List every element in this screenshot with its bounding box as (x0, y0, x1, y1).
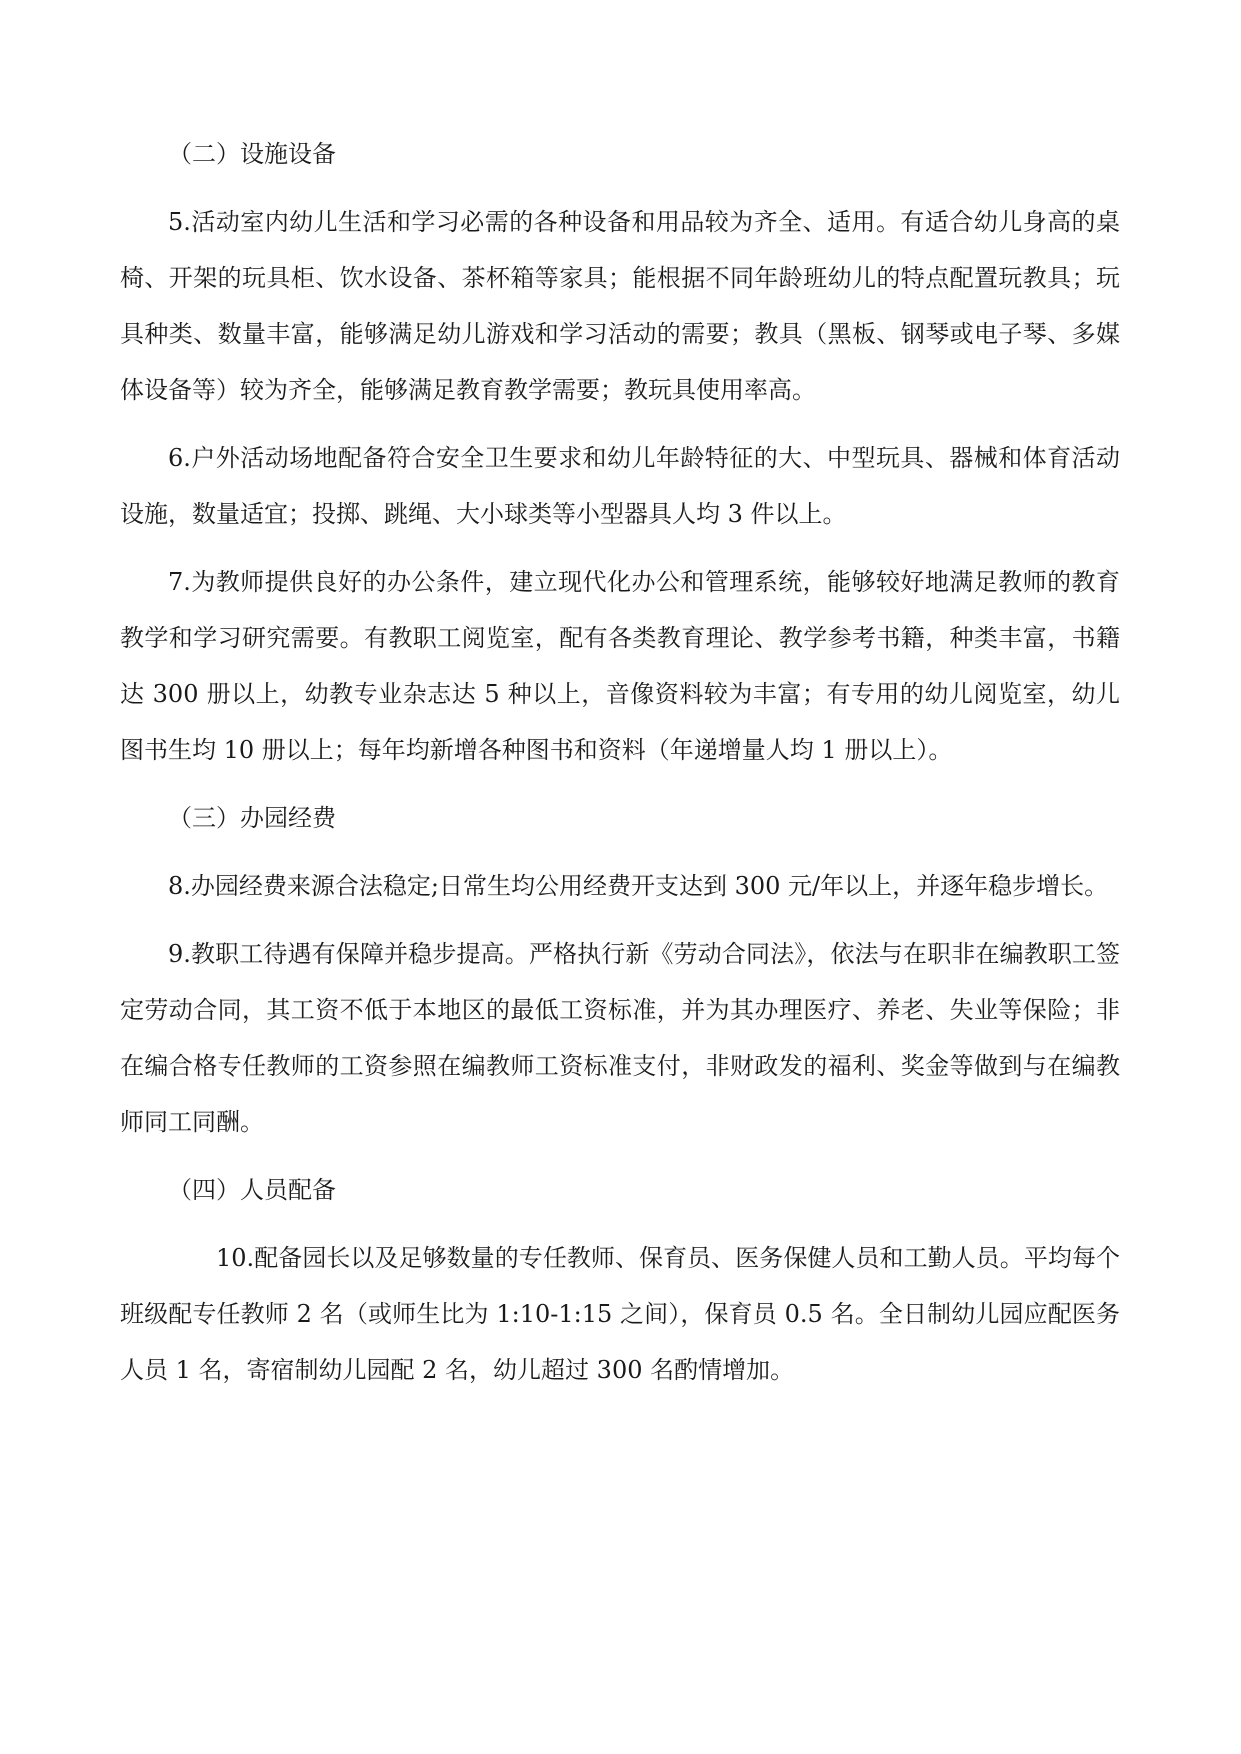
paragraph-item-8: 8.办园经费来源合法稳定;日常生均公用经费开支达到 300 元/年以上，并逐年稳步增长。 (168, 872, 1109, 900)
paragraph-item-5: 5.活动室内幼儿生活和学习必需的各种设备和用品较为齐全、适用。有适合幼儿身高的桌椅、开架的玩具柜、饮水设备、茶杯箱等家具；能根据不同年龄班幼儿的特点配置玩教具；玩具种类、数量丰富，能够满足幼儿游戏和学习活动的需要；教具（黑板、钢琴或电子琴、多媒体设备等）较为齐全，能够满足教育教学需要；教玩具使用率高。 (120, 208, 1120, 404)
spacer (120, 182, 1120, 194)
document-body (120, 126, 1120, 1398)
spacer (120, 542, 1120, 554)
paragraph-item-10: 10.配备园长以及足够数量的专任教师、保育员、医务保健人员和工勤人员。平均每个班级配专任教师 2 名（或师生比为 1:10-1:15 之间），保育员 0.5 名。全日制幼儿园应配医务人员 1 名，寄宿制幼儿园配 2 名，幼儿超过 300 名酌情增加。 (120, 1244, 1120, 1384)
spacer (120, 1150, 1120, 1162)
section-heading-staffing: （四）人员配备 (168, 1176, 336, 1204)
spacer (120, 846, 1120, 858)
spacer (120, 778, 1120, 790)
paragraph-item-7: 7.为教师提供良好的办公条件，建立现代化办公和管理系统，能够较好地满足教师的教育教学和学习研究需要。有教职工阅览室，配有各类教育理论、教学参考书籍，种类丰富，书籍达 300 册以上，幼教专业杂志达 5 种以上，音像资料较为丰富；有专用的幼儿阅览室，幼儿图书生均 10 册以上；每年均新增各种图书和资料（年递增量人均 1 册以上）。 (120, 568, 1120, 764)
paragraph-item-9: 9.教职工待遇有保障并稳步提高。严格执行新《劳动合同法》，依法与在职非在编教职工签定劳动合同，其工资不低于本地区的最低工资标准，并为其办理医疗、养老、失业等保险；非在编合格专任教师的工资参照在编教师工资标准支付，非财政发的福利、奖金等做到与在编教师同工同酬。 (120, 940, 1120, 1136)
spacer (120, 1218, 1120, 1230)
spacer (120, 914, 1120, 926)
spacer (120, 418, 1120, 430)
section-heading-funding: （三）办园经费 (168, 804, 336, 832)
paragraph-item-6: 6.户外活动场地配备符合安全卫生要求和幼儿年龄特征的大、中型玩具、器械和体育活动设施，数量适宜；投掷、跳绳、大小球类等小型器具人均 3 件以上。 (120, 444, 1120, 528)
section-heading-facilities: （二）设施设备 (168, 140, 336, 168)
